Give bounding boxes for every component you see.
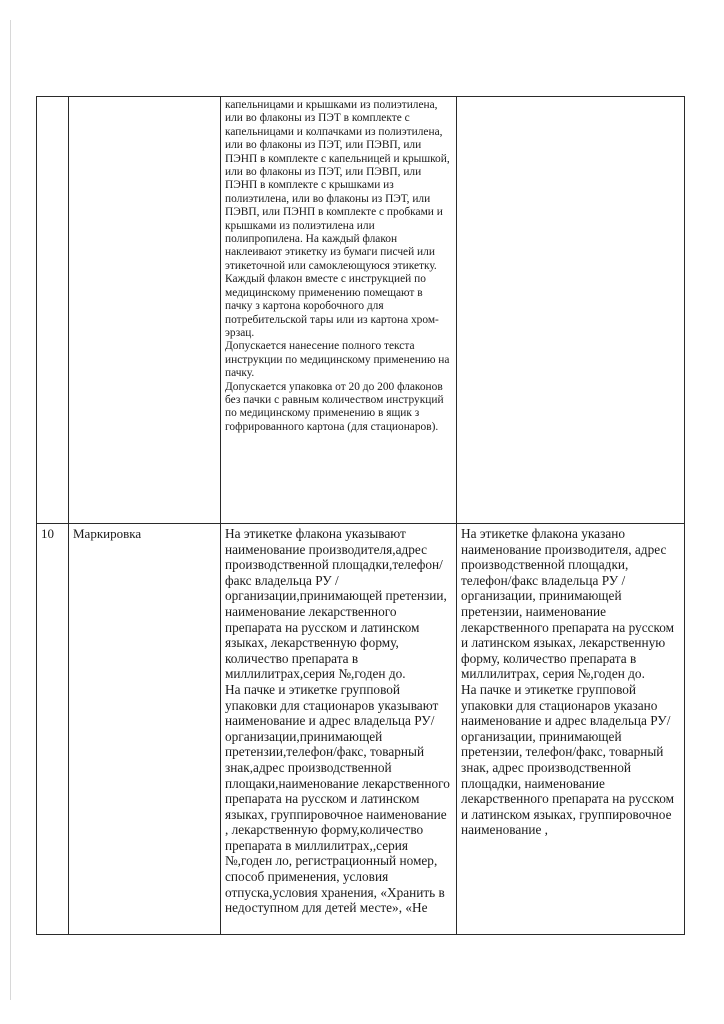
requirements-paragraph: капельницами и крышками из полиэтилена, или во флаконы из ПЭТ в комплекте с капельницами и колпачками из полиэтилена, или во флаконы из ПЭТ, или ПЭВП, или ПЭНП в комплекте с капельницей и крышкой, или во флаконы из ПЭТ, или ПЭВП, или ПЭНП в комплекте с крышками из полиэтилена, или во флаконы из ПЭТ, или ПЭВП, или ПЭНП в комплекте с пробками и крышками из полиэтилена или полипропилена. На каждый флакон наклеивают этикетку из бумаги писчей или этикеточной или самоклеющуюся этикетку. (225, 99, 450, 272)
row-number-cell (37, 97, 69, 524)
table-row (37, 524, 685, 935)
results-cell (457, 97, 685, 524)
requirements-paragraph: Каждый флакон вместе с инструкцией по медицинскому применению помещают в пачку з картона коробочного для потребительской тары или из картона хром-эрзац. (225, 273, 439, 339)
results-cell (457, 524, 685, 935)
requirements-paragraph: На этикетке флакона указывают наименование производителя,адрес производственной площадки,телефон/факс владельца РУ /организации,принимающей претензии, наименование лекарственного препарата на русском и латинском языках, лекарственную форму, количество препарата в миллилитрах,серия №,годен до. (225, 526, 447, 682)
results-paragraph: На пачке и этикетке групповой упаковки для стационаров указано наименование и адрес владельца РУ/организации, принимающей претензии, телефон/факс, товарный знак, адрес производственной площадки, наименование лекарственного препарата на русском и латинском языках, группировочное наименование , (461, 681, 675, 838)
table-row (37, 97, 685, 524)
requirements-cell (221, 97, 457, 524)
row-title-cell (69, 97, 221, 524)
requirements-paragraph: Допускается нанесение полного текста инструкции по медицинскому применению на пачку. (225, 340, 450, 380)
requirements-cell (221, 524, 457, 935)
results-paragraph: На этикетке флакона указано наименование производителя, адрес производственной площадки, телефон/факс владельца РУ /организации, принимающей претензии, наименование лекарственного препарата на русском и латинском языках, лекарственную форму, количество препарата в миллилитрах, серия №,годен до. (461, 526, 675, 682)
requirements-paragraph: Допускается упаковка от 20 до 200 флаконов без пачки с равным количеством инструкций по медицинскому применению в ящик з гофрированного картона (для стационаров). (225, 380, 444, 433)
scan-edge-line (10, 20, 11, 1000)
row-number-cell: 10 (37, 524, 69, 935)
requirements-paragraph: На пачке и этикетке групповой упаковки для стационаров указывают наименование и адрес владельца РУ/организации,принимающей претензии,телефон/факс, товарный знак,адрес производственной площаки,наименование лекарственного препарата на русском и латинском языках, группировочное наименование , лекарственную форму,количество препарата в миллилитрах,,серия №,годен ло, регистрационный номер, способ применения, условия отпуска,условия хранения, «Хранить в недоступном для детей месте», «Не (225, 681, 450, 916)
row-title-cell: Маркировка (69, 524, 221, 935)
specification-table (36, 96, 685, 935)
